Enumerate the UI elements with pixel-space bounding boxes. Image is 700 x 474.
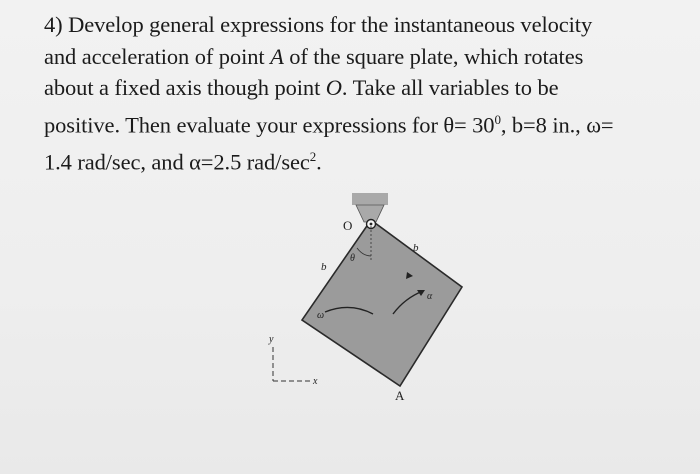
point-o-ref: O	[325, 75, 342, 101]
problem-text-5b: .	[316, 149, 322, 175]
axis-y-label: y	[269, 334, 274, 345]
problem-text-2b: of the square plate, which rotates	[283, 43, 584, 69]
label-a: A	[395, 388, 405, 403]
square-plate	[302, 220, 462, 386]
pivot-center	[370, 223, 373, 226]
label-omega: ω	[317, 310, 325, 321]
problem-text-3b: . Take all variables to be	[341, 75, 559, 101]
problem-text-4a: positive. Then evaluate your expressions for θ= 30	[44, 112, 495, 138]
label-b-left: b	[321, 261, 327, 273]
degree-superscript: 0	[494, 111, 501, 127]
axis-x-label: x	[313, 376, 318, 387]
point-a-ref: A	[270, 43, 284, 69]
problem-statement	[44, 9, 684, 178]
problem-line-4	[44, 104, 684, 141]
label-theta: θ	[350, 253, 355, 264]
problem-text-2a: and acceleration of point	[44, 43, 271, 69]
problem-text-3a: about a fixed axis though point	[44, 75, 326, 101]
problem-line-5	[44, 141, 684, 178]
problem-line-1	[44, 9, 684, 41]
squared-superscript: 2	[309, 148, 317, 164]
label-alpha: α	[427, 291, 433, 302]
label-o: O	[343, 218, 353, 233]
problem-line-3	[44, 72, 684, 104]
problem-text-5a: 1.4 rad/sec, and α=2.5 rad/sec	[44, 149, 310, 175]
problem-text-1: 4) Develop general expressions for the instantaneous velocity	[44, 12, 593, 37]
problem-text-4b: , b=8 in., ω=	[500, 112, 614, 138]
label-b-right: b	[413, 242, 419, 254]
plate-diagram	[255, 190, 475, 410]
plate-diagram-svg	[255, 190, 475, 410]
fixed-support	[352, 193, 388, 205]
problem-line-2	[44, 41, 684, 73]
